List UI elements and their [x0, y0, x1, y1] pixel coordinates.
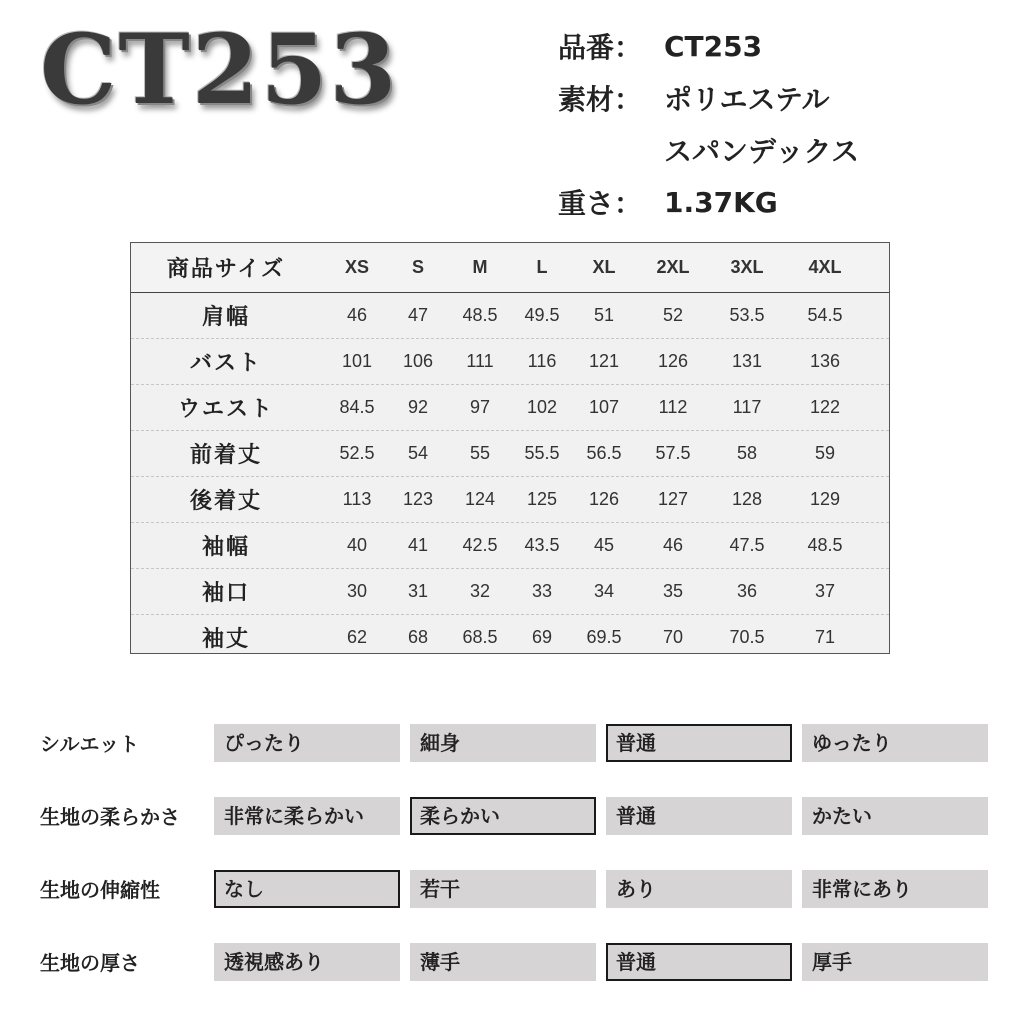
measurement-value: 52.5 — [339, 443, 375, 463]
measurement-value: 48.5 — [807, 535, 843, 555]
product-specs — [558, 20, 859, 228]
table-row — [131, 477, 889, 523]
size-header-cell: S — [411, 257, 424, 277]
measurement-value: 107 — [588, 397, 620, 417]
measurement-name: 前着丈 — [189, 443, 262, 468]
attribute-option: ゆったり — [802, 724, 988, 762]
measurement-value: 59 — [814, 443, 836, 463]
measurement-value: 116 — [527, 351, 557, 371]
measurement-value: 33 — [531, 581, 553, 601]
attribute-option: ぴったり — [214, 724, 400, 762]
spec-material-2 — [558, 124, 859, 176]
attribute-option: 細身 — [410, 724, 596, 762]
measurement-value: 57.5 — [655, 443, 691, 463]
measurement-name: 肩幅 — [201, 305, 250, 330]
product-logo: CT253 — [40, 13, 399, 126]
measurement-value: 55 — [469, 443, 491, 463]
measurement-value: 52 — [662, 305, 684, 325]
spec-value: スパンデックス — [664, 135, 860, 168]
measurement-value: 54 — [407, 443, 429, 463]
attribute-option: 厚手 — [802, 943, 988, 981]
size-header-cell: XS — [344, 257, 369, 277]
measurement-value: 106 — [402, 351, 434, 371]
table-row — [131, 339, 889, 385]
spec-material — [558, 72, 859, 124]
measurement-value: 32 — [469, 581, 491, 601]
measurement-name: 袖口 — [201, 581, 250, 606]
table-row — [131, 569, 889, 615]
measurement-value: 30 — [346, 581, 368, 601]
measurement-value: 131 — [731, 351, 763, 371]
attribute-option: あり — [606, 870, 792, 908]
measurement-value: 47.5 — [729, 535, 765, 555]
spec-label: 素材： — [558, 83, 643, 116]
size-header-cell: 3XL — [730, 257, 764, 277]
size-header-label: 商品サイズ — [166, 257, 286, 282]
measurement-value: 126 — [657, 351, 689, 371]
measurement-name: 後着丈 — [189, 489, 262, 514]
size-header-cell: M — [472, 257, 488, 277]
attribute-option-selected: 普通 — [606, 943, 792, 981]
measurement-value: 71 — [814, 627, 836, 647]
measurement-value: 92 — [407, 397, 429, 417]
attribute-label: 生地の柔らかさ — [40, 805, 180, 829]
measurement-value: 113 — [342, 489, 372, 509]
measurement-value: 46 — [662, 535, 684, 555]
size-header-cell: 4XL — [808, 257, 842, 277]
measurement-value: 136 — [809, 351, 841, 371]
measurement-value: 48.5 — [462, 305, 498, 325]
size-header-cell: L — [536, 257, 548, 277]
measurement-value: 53.5 — [729, 305, 765, 325]
measurement-value: 123 — [402, 489, 434, 509]
table-row — [131, 615, 889, 660]
measurement-value: 49.5 — [524, 305, 560, 325]
table-row — [131, 385, 889, 431]
spec-value: 1.37KG — [664, 185, 778, 219]
spec-item-number — [558, 20, 859, 72]
attribute-label: 生地の厚さ — [40, 951, 140, 975]
attribute-label: シルエット — [40, 732, 140, 756]
measurement-value: 31 — [407, 581, 429, 601]
size-table-header — [131, 243, 889, 293]
measurement-name: ウエスト — [177, 397, 274, 422]
measurement-value: 129 — [809, 489, 841, 509]
measurement-value: 62 — [346, 627, 368, 647]
table-row — [131, 431, 889, 477]
measurement-value: 69 — [531, 627, 553, 647]
measurement-value: 121 — [588, 351, 620, 371]
attribute-option: 普通 — [606, 797, 792, 835]
measurement-value: 37 — [814, 581, 836, 601]
measurement-value: 101 — [341, 351, 373, 371]
measurement-value: 70 — [662, 627, 684, 647]
size-table — [130, 242, 890, 654]
measurement-value: 40 — [346, 535, 368, 555]
spec-value: ポリエステル — [664, 83, 830, 116]
attribute-option-selected: なし — [214, 870, 400, 908]
attribute-label: 生地の伸縮性 — [40, 878, 160, 902]
measurement-value: 47 — [407, 305, 429, 325]
measurement-value: 122 — [809, 397, 841, 417]
attribute-option: 非常にあり — [802, 870, 988, 908]
measurement-value: 58 — [736, 443, 758, 463]
measurement-value: 41 — [407, 535, 429, 555]
measurement-value: 56.5 — [586, 443, 622, 463]
measurement-value: 51 — [593, 305, 615, 325]
measurement-value: 46 — [346, 305, 368, 325]
measurement-value: 43.5 — [524, 535, 560, 555]
measurement-name: 袖幅 — [201, 535, 250, 560]
measurement-value: 45 — [593, 535, 615, 555]
measurement-value: 34 — [593, 581, 615, 601]
measurement-value: 68.5 — [462, 627, 498, 647]
measurement-value: 124 — [464, 489, 496, 509]
attribute-option-selected: 柔らかい — [410, 797, 596, 835]
measurement-value: 111 — [466, 351, 494, 371]
attribute-option: 非常に柔らかい — [214, 797, 400, 835]
size-header-cell: XL — [592, 257, 616, 277]
measurement-value: 117 — [732, 397, 762, 417]
measurement-value: 69.5 — [586, 627, 622, 647]
measurement-value: 42.5 — [462, 535, 498, 555]
measurement-value: 55.5 — [524, 443, 560, 463]
measurement-value: 102 — [526, 397, 558, 417]
spec-value: CT253 — [664, 29, 763, 63]
attribute-option: かたい — [802, 797, 988, 835]
attribute-option: 若干 — [410, 870, 596, 908]
table-row — [131, 523, 889, 569]
table-row — [131, 293, 889, 339]
measurement-value: 35 — [662, 581, 684, 601]
measurement-value: 97 — [469, 397, 491, 417]
measurement-value: 128 — [731, 489, 763, 509]
spec-label: 品番： — [558, 31, 643, 64]
size-header-cell: 2XL — [656, 257, 690, 277]
spec-label: 重さ： — [558, 187, 643, 220]
attribute-option: 透視感あり — [214, 943, 400, 981]
spec-weight — [558, 176, 859, 228]
measurement-name: バスト — [189, 351, 262, 376]
attribute-option: 薄手 — [410, 943, 596, 981]
attribute-option-selected: 普通 — [606, 724, 792, 762]
measurement-value: 70.5 — [729, 627, 765, 647]
measurement-value: 54.5 — [807, 305, 843, 325]
measurement-value: 127 — [657, 489, 689, 509]
measurement-value: 84.5 — [339, 397, 375, 417]
measurement-value: 125 — [526, 489, 558, 509]
measurement-value: 36 — [736, 581, 758, 601]
measurement-name: 袖丈 — [201, 627, 250, 652]
measurement-value: 126 — [588, 489, 620, 509]
measurement-value: 112 — [658, 397, 688, 417]
measurement-value: 68 — [407, 627, 429, 647]
